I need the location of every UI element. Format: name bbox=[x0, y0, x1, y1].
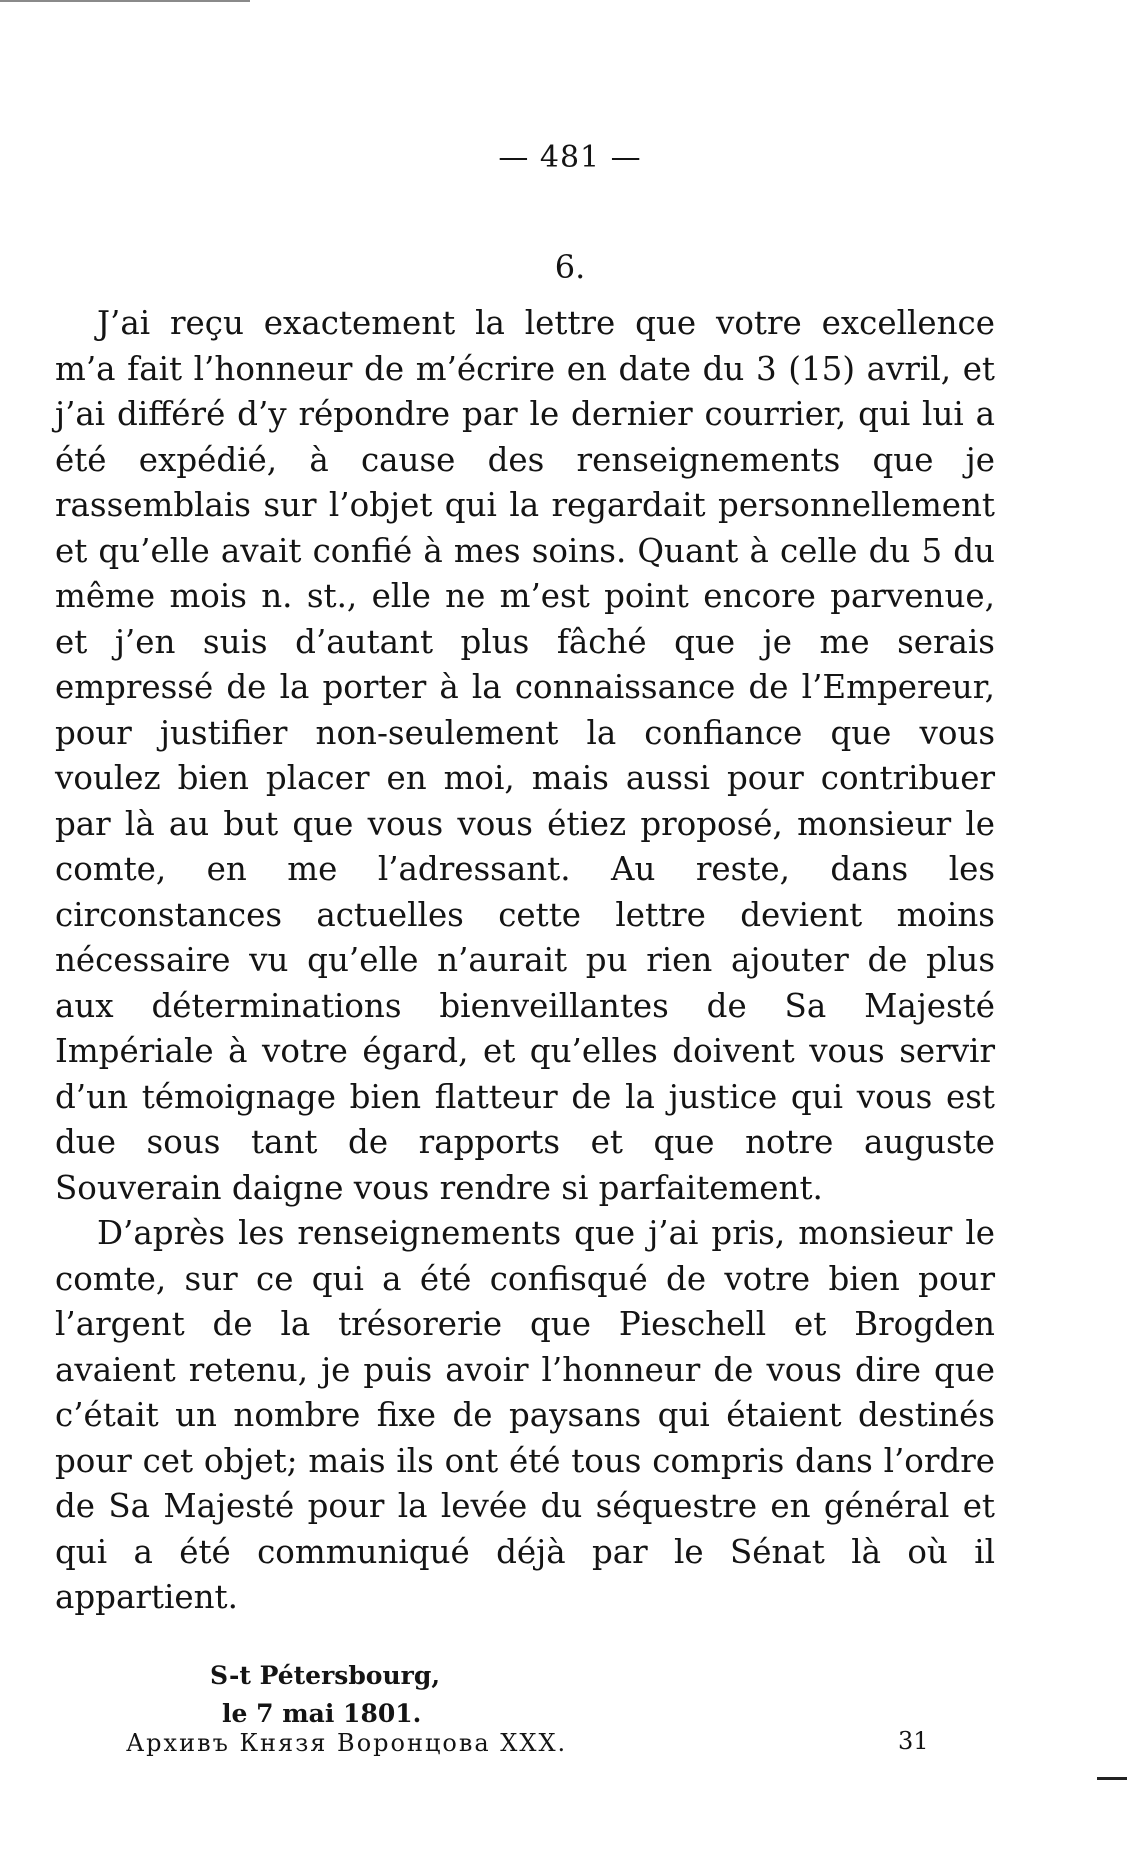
top-rule bbox=[0, 0, 250, 2]
signoff bbox=[210, 1657, 440, 1733]
signature-line: Архивъ Князя Воронцова XXX. bbox=[126, 1729, 568, 1757]
signature-number: 31 bbox=[898, 1727, 929, 1755]
signoff-place: S-t Pétersbourg, bbox=[210, 1661, 441, 1690]
signoff-date: le 7 mai 1801. bbox=[222, 1699, 422, 1728]
paragraph-1: J’ai reçu exactement la lettre que votre excellence m’a fait l’honneur de m’écrire en date du 3 (15) avril, et j’ai différé d’y répondre par le dernier courrier, qui lui a été expédié, à cause des renseignements que je rassemblais sur l’objet qui la regardait personnellement et qu’elle avait confié à mes soins. Quant à celle du 5 du même mois n. st., elle ne m’est point encore parvenue, et j’en suis d’autant plus fâché que je me serais empressé de la porter à la connaissance de l’Empereur, pour justifier non-seulement la confiance que vous voulez bien placer en moi, mais aussi pour contribuer par là au but que vous vous étiez proposé, monsieur le comte, en me l’adressant. Au reste, dans les circonstances actuelles cette lettre devient moins nécessaire vu qu’elle n’aurait pu rien ajouter de plus aux déterminations bienveillantes de Sa Majesté Impériale à votre égard, et qu’elles doivent vous servir d’un témoignage bien flatteur de la justice qui vous est due sous tant de rapports et que notre auguste Souverain daigne vous rendre si parfaitement. bbox=[55, 304, 995, 1207]
corner-mark bbox=[1097, 1777, 1127, 1780]
section-number: 6. bbox=[554, 248, 586, 286]
letter-body bbox=[55, 301, 995, 1621]
page-number bbox=[0, 140, 1140, 175]
page-number-text: — 481 — bbox=[498, 140, 642, 175]
paragraph-2: D’après les renseignements que j’ai pris, monsieur le comte, sur ce qui a été confisqué de votre bien pour l’argent de la trésorerie que Pieschell et Brogden avaient retenu, je puis avoir l’honneur de vous dire que c’était un nombre fixe de paysans qui étaient destinés pour cet objet; mais ils ont été tous compris dans l’ordre de Sa Majesté pour la levée du séquestre en général et qui a été communiqué déjà par le Sénat là où il appartient. bbox=[55, 1214, 995, 1616]
